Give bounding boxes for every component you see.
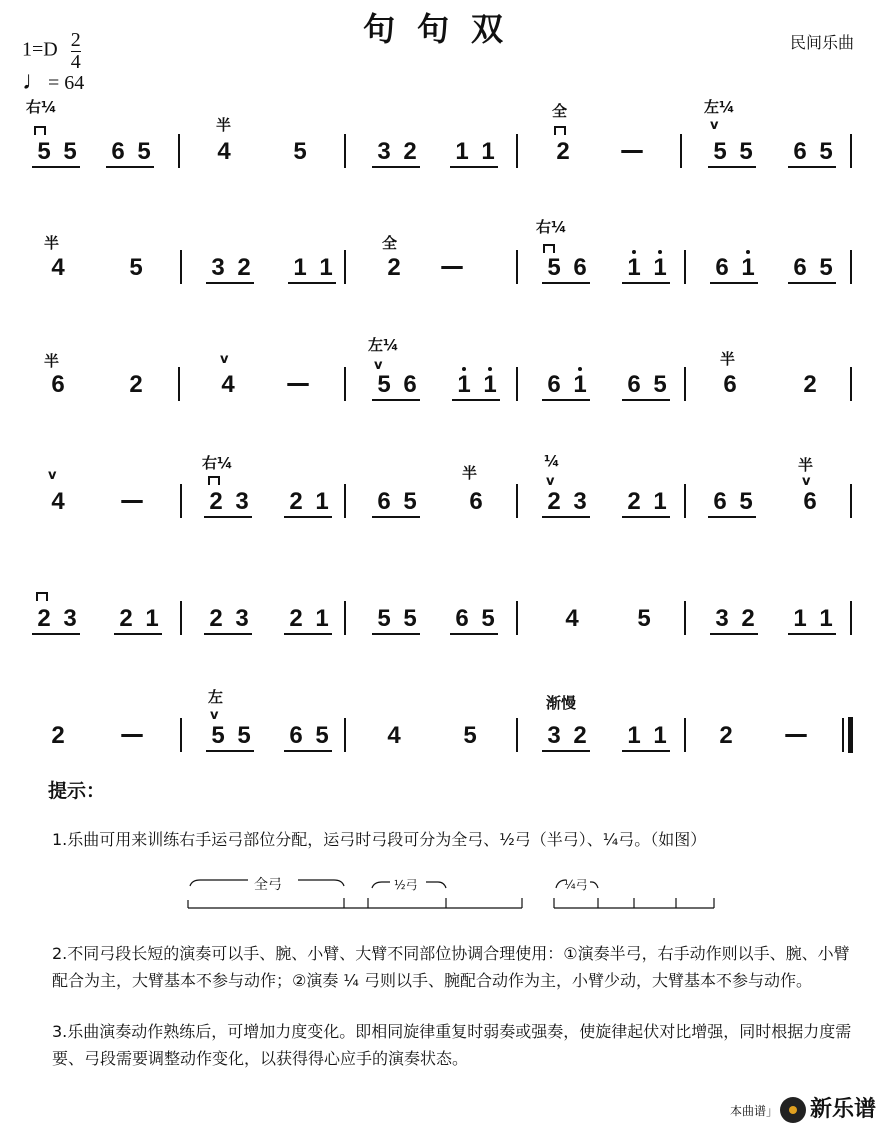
score-note: 6 xyxy=(723,371,737,398)
bar-line xyxy=(850,367,852,401)
final-bar-thin xyxy=(842,718,844,752)
score-note: 2 xyxy=(289,605,303,632)
bar-line xyxy=(516,367,518,401)
piece-title: 句句双 xyxy=(362,10,525,48)
score-note: 6 xyxy=(403,371,417,398)
time-sig-bottom: 4 xyxy=(70,51,81,73)
bar-line xyxy=(180,250,182,284)
score-note: 5 xyxy=(463,722,477,749)
score-note: 1 xyxy=(145,605,159,632)
up-bow-icon: v xyxy=(374,358,383,373)
bar-line xyxy=(684,601,686,635)
bar-line xyxy=(516,250,518,284)
score-note: 6 xyxy=(469,488,483,515)
bowing-mark: 半 xyxy=(44,234,60,252)
score-note: 2 xyxy=(547,488,561,515)
beam-underline xyxy=(372,399,420,401)
beam-underline xyxy=(542,516,590,518)
composer-label: 民间乐曲 xyxy=(789,33,854,52)
score-note: 1 xyxy=(653,488,667,515)
high-octave-dot xyxy=(658,250,662,254)
bowing-mark: 左¼ xyxy=(704,98,735,116)
score-note: 5 xyxy=(137,138,151,165)
score-note: 2 xyxy=(209,605,223,632)
bar-line xyxy=(516,484,518,518)
beam-underline xyxy=(284,633,332,635)
score-note: 5 xyxy=(63,138,77,165)
score-note: 3 xyxy=(715,605,729,632)
high-octave-dot xyxy=(462,367,466,371)
score-note: 6 xyxy=(803,488,817,515)
beam-underline xyxy=(206,750,254,752)
score-note: 1 xyxy=(455,138,469,165)
beam-underline xyxy=(452,399,500,401)
bowing-mark: 全 xyxy=(382,234,398,252)
bowing-mark: 半 xyxy=(216,116,232,134)
score-note: 5 xyxy=(129,254,143,281)
score-note: 4 xyxy=(217,138,231,165)
bowing-mark: 半 xyxy=(462,464,478,482)
score-note: 5 xyxy=(37,138,51,165)
beam-underline xyxy=(372,633,420,635)
bow-half-diagram xyxy=(368,882,522,908)
bowing-mark: 半 xyxy=(720,350,736,368)
down-bow-icon xyxy=(543,244,555,253)
up-bow-icon: v xyxy=(546,474,555,489)
score-note: 2 xyxy=(129,371,143,398)
score-note: 2 xyxy=(719,722,733,749)
score-note: 1 xyxy=(627,254,641,281)
high-octave-dot xyxy=(488,367,492,371)
beam-underline xyxy=(622,282,670,284)
score-note: 2 xyxy=(803,371,817,398)
time-sig-top: 2 xyxy=(70,29,81,51)
up-bow-icon: v xyxy=(710,118,719,133)
bar-line xyxy=(344,718,346,752)
bar-line xyxy=(684,718,686,752)
hint-item-1: 1.乐曲可用来训练右手运弓部位分配，运弓时弓段可分为全弓、½弓（半弓）、¼弓。（如图） xyxy=(52,830,707,849)
footer-credit: 本曲谱」 xyxy=(729,1104,778,1118)
sustain-dash: — xyxy=(120,720,144,748)
score-note: 5 xyxy=(713,138,727,165)
high-octave-dot xyxy=(746,250,750,254)
score-note: 3 xyxy=(235,488,249,515)
score-note: 3 xyxy=(235,605,249,632)
score-note: 4 xyxy=(565,605,579,632)
high-octave-dot xyxy=(632,250,636,254)
score-note: 2 xyxy=(741,605,755,632)
up-bow-icon: v xyxy=(802,474,811,489)
score-note: 2 xyxy=(209,488,223,515)
record-icon xyxy=(780,1097,806,1123)
score-note: 5 xyxy=(481,605,495,632)
bow-half-label: ½弓 xyxy=(394,878,418,892)
score-note: 6 xyxy=(713,488,727,515)
key-label: 1=D xyxy=(22,38,58,61)
sustain-dash: — xyxy=(784,720,808,748)
score-note: 5 xyxy=(637,605,651,632)
bowing-mark: 渐慢 xyxy=(546,694,577,712)
beam-underline xyxy=(710,633,758,635)
bowing-mark: 半 xyxy=(44,352,60,370)
score-note: 1 xyxy=(741,254,755,281)
bow-quarter-label: ¼弓 xyxy=(564,878,588,892)
bar-line xyxy=(344,367,346,401)
beam-underline xyxy=(708,166,756,168)
bar-line xyxy=(344,250,346,284)
score-note: 6 xyxy=(51,371,65,398)
bar-line xyxy=(516,601,518,635)
score-note: 3 xyxy=(547,722,561,749)
beam-underline xyxy=(542,399,590,401)
score-note: 1 xyxy=(483,371,497,398)
score-note: 5 xyxy=(377,371,391,398)
score-note: 2 xyxy=(37,605,51,632)
hints-heading: 提示： xyxy=(48,780,106,802)
bar-line xyxy=(344,601,346,635)
down-bow-icon xyxy=(34,126,46,135)
beam-underline xyxy=(106,166,154,168)
sustain-dash: — xyxy=(440,252,464,280)
score-note: 4 xyxy=(51,488,65,515)
score-note: 4 xyxy=(221,371,235,398)
beam-underline xyxy=(450,166,498,168)
bowing-mark: 左 xyxy=(208,688,224,706)
score-note: 6 xyxy=(377,488,391,515)
score-note: 1 xyxy=(315,488,329,515)
bar-line xyxy=(516,134,518,168)
score-note: 3 xyxy=(63,605,77,632)
bowing-mark: 右¼ xyxy=(26,98,57,116)
bar-line xyxy=(344,484,346,518)
score-note: 1 xyxy=(457,371,471,398)
score-note: 5 xyxy=(739,488,753,515)
down-bow-icon xyxy=(36,592,48,601)
score-note: 5 xyxy=(293,138,307,165)
bar-line xyxy=(178,367,180,401)
score-note: 2 xyxy=(573,722,587,749)
up-bow-icon: v xyxy=(220,352,229,367)
bar-line xyxy=(516,718,518,752)
bar-line xyxy=(850,601,852,635)
score-note: 1 xyxy=(573,371,587,398)
score-note: 1 xyxy=(793,605,807,632)
bar-line xyxy=(680,134,682,168)
up-bow-icon: v xyxy=(48,468,57,483)
bar-line xyxy=(684,250,686,284)
high-octave-dot xyxy=(578,367,582,371)
bar-line xyxy=(180,718,182,752)
score-note: 2 xyxy=(237,254,251,281)
score-note: 6 xyxy=(289,722,303,749)
bar-line xyxy=(850,484,852,518)
bar-line xyxy=(180,484,182,518)
score-note: 6 xyxy=(573,254,587,281)
beam-underline xyxy=(32,166,80,168)
tempo-marking xyxy=(22,66,84,96)
score-note: 6 xyxy=(793,138,807,165)
score-note: 1 xyxy=(627,722,641,749)
score-note: 2 xyxy=(289,488,303,515)
bowing-mark: 右¼ xyxy=(536,218,567,236)
score-note: 3 xyxy=(377,138,391,165)
beam-underline xyxy=(284,516,332,518)
bar-line xyxy=(850,250,852,284)
score-note: 1 xyxy=(653,254,667,281)
beam-underline xyxy=(788,282,836,284)
score-note: 4 xyxy=(51,254,65,281)
beam-underline xyxy=(788,166,836,168)
score-note: 1 xyxy=(319,254,333,281)
beam-underline xyxy=(114,633,162,635)
score-note: 5 xyxy=(653,371,667,398)
bow-full-diagram xyxy=(188,880,522,908)
bar-line xyxy=(850,134,852,168)
score-note: 5 xyxy=(547,254,561,281)
score-note: 1 xyxy=(481,138,495,165)
score-note: 6 xyxy=(715,254,729,281)
score-note: 2 xyxy=(119,605,133,632)
quarter-note-icon: ♩ xyxy=(22,66,48,95)
score-note: 5 xyxy=(403,488,417,515)
bow-full-label: 全弓 xyxy=(254,877,282,893)
beam-underline xyxy=(204,516,252,518)
beam-underline xyxy=(284,750,332,752)
score-note: 2 xyxy=(556,138,570,165)
beam-underline xyxy=(372,516,420,518)
bar-line xyxy=(684,484,686,518)
down-bow-icon xyxy=(554,126,566,135)
score-note: 3 xyxy=(211,254,225,281)
beam-underline xyxy=(372,166,420,168)
score-note: 5 xyxy=(819,254,833,281)
score-note: 5 xyxy=(377,605,391,632)
final-bar-thick xyxy=(848,717,853,753)
bar-line xyxy=(180,601,182,635)
bowing-mark: 左¼ xyxy=(368,336,399,354)
score-note: 2 xyxy=(627,488,641,515)
up-bow-icon: v xyxy=(210,708,219,723)
sustain-dash: — xyxy=(120,486,144,514)
score-note: 6 xyxy=(547,371,561,398)
score-note: 6 xyxy=(793,254,807,281)
sustain-dash: — xyxy=(286,369,310,397)
beam-underline xyxy=(204,633,252,635)
score-note: 6 xyxy=(455,605,469,632)
beam-underline xyxy=(622,750,670,752)
bowing-mark: 半 xyxy=(798,456,814,474)
score-note: 5 xyxy=(237,722,251,749)
score-note: 1 xyxy=(315,605,329,632)
score-note: 6 xyxy=(111,138,125,165)
score-note: 2 xyxy=(403,138,417,165)
score-note: 5 xyxy=(739,138,753,165)
beam-underline xyxy=(32,633,80,635)
score-note: 1 xyxy=(653,722,667,749)
score-note: 2 xyxy=(51,722,65,749)
tempo-value: = 64 xyxy=(48,72,85,94)
down-bow-icon xyxy=(208,476,220,485)
beam-underline xyxy=(622,399,670,401)
score-note: 1 xyxy=(819,605,833,632)
score-note: 5 xyxy=(315,722,329,749)
bowing-mark: 右¼ xyxy=(202,454,233,472)
score-note: 5 xyxy=(211,722,225,749)
bowing-mark: 全 xyxy=(552,102,568,120)
score-note: 2 xyxy=(387,254,401,281)
beam-underline xyxy=(710,282,758,284)
site-logo xyxy=(780,1092,876,1123)
hint-item-3: 3.乐曲演奏动作熟练后，可增加力度变化。即相同旋律重复时弱奏或强奏，使旋律起伏对比增强，同时根据力度需要、弓段需要调整动作变化，以获得得心应手的演奏状态。 xyxy=(52,1022,852,1068)
bar-line xyxy=(178,134,180,168)
beam-underline xyxy=(542,750,590,752)
beam-underline xyxy=(206,282,254,284)
beam-underline xyxy=(708,516,756,518)
score-note: 4 xyxy=(387,722,401,749)
beam-underline xyxy=(542,282,590,284)
beam-underline xyxy=(788,633,836,635)
score-note: 6 xyxy=(627,371,641,398)
logo-text: 新乐谱 xyxy=(809,1097,876,1122)
beam-underline xyxy=(622,516,670,518)
bar-line xyxy=(684,367,686,401)
hint-item-2: 2.不同弓段长短的演奏可以手、腕、小臂、大臂不同部位协调合理使用：①演奏半弓，右手动作则以手、腕、小臂配合为主，大臂基本不参与动作；②演奏 ¼ 弓则以手、腕配合动作为主，小臂少动，大臂基本不参与动作。 xyxy=(52,944,850,990)
bowing-mark: ¼ xyxy=(544,452,560,470)
score-note: 3 xyxy=(573,488,587,515)
score-note: 5 xyxy=(403,605,417,632)
bar-line xyxy=(344,134,346,168)
sustain-dash: — xyxy=(620,136,644,164)
score-note: 5 xyxy=(819,138,833,165)
beam-underline xyxy=(450,633,498,635)
beam-underline xyxy=(288,282,336,284)
score-note: 1 xyxy=(293,254,307,281)
